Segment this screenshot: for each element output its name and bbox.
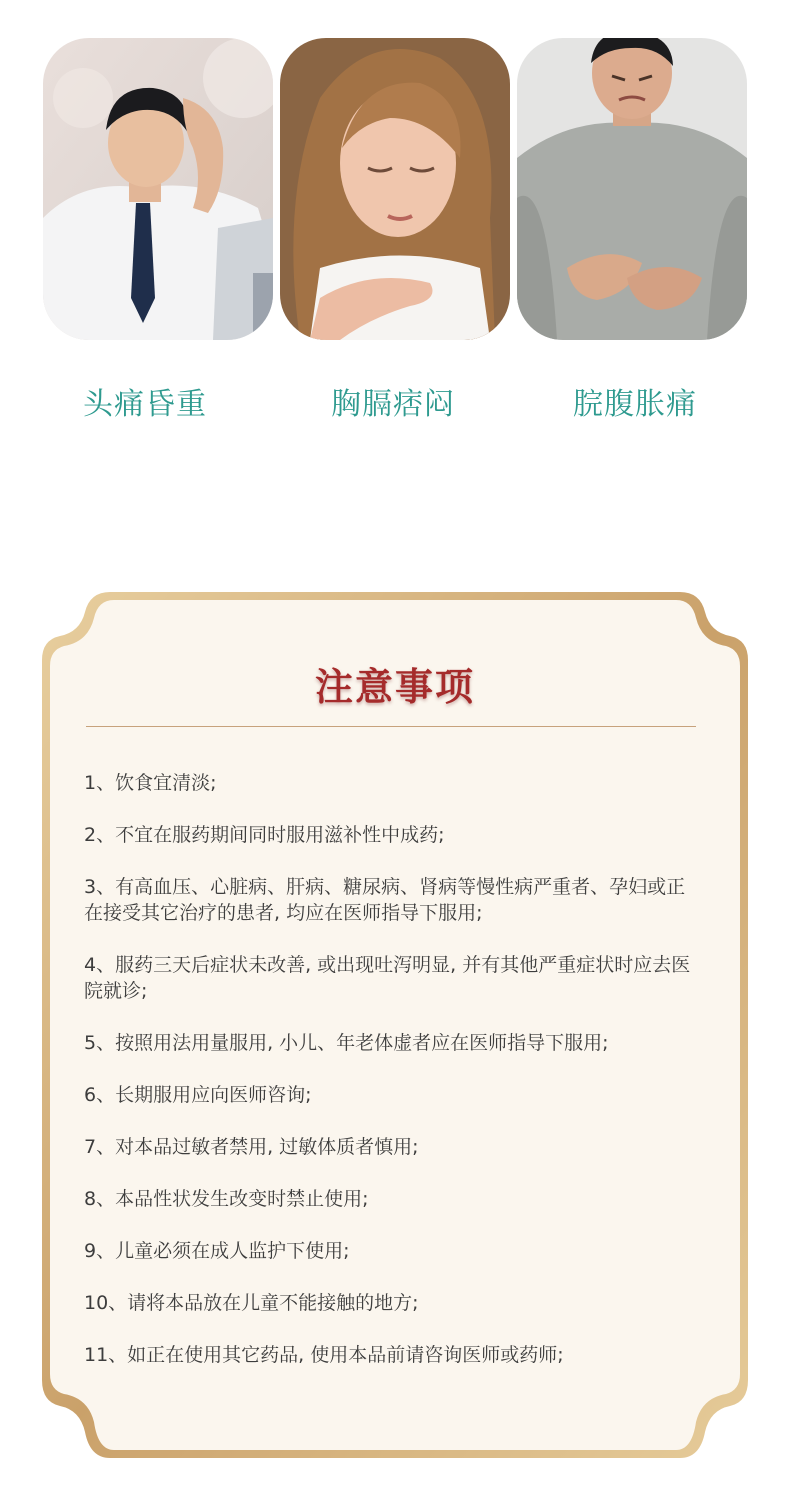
notice-item: 9、儿童必须在成人监护下使用; xyxy=(84,1240,350,1262)
symptom-label-chest: 胸膈痞闷 xyxy=(331,387,455,422)
symptom-photo-headache xyxy=(43,38,273,340)
notice-item: 4、服药三天后症状未改善, 或出现吐泻明显, 并有其他严重症状时应去医院就诊; xyxy=(84,954,691,1002)
notice-list xyxy=(84,770,704,1394)
notice-item: 8、本品性状发生改变时禁止使用; xyxy=(84,1188,369,1210)
symptom-photo-chest xyxy=(280,38,510,340)
symptom-gallery xyxy=(0,0,790,470)
notice-item: 2、不宜在服药期间同时服用滋补性中成药; xyxy=(84,824,445,846)
notice-card xyxy=(0,590,790,1470)
notice-item: 5、按照用法用量服用, 小儿、年老体虚者应在医师指导下服用; xyxy=(84,1032,609,1054)
notice-item: 1、饮食宜清淡; xyxy=(84,772,217,794)
notice-divider xyxy=(86,726,696,727)
symptom-label-headache: 头痛昏重 xyxy=(83,387,207,422)
notice-item: 3、有高血压、心脏病、肝病、糖尿病、肾病等慢性病严重者、孕妇或正在接受其它治疗的患者, 均应在医师指导下服用; xyxy=(84,876,686,924)
symptom-label-stomach: 脘腹胀痛 xyxy=(573,387,697,422)
notice-title: 注意事项 xyxy=(314,664,475,709)
notice-item: 6、长期服用应向医师咨询; xyxy=(84,1084,312,1106)
symptom-photo-stomach xyxy=(517,38,747,340)
notice-item: 10、请将本品放在儿童不能接触的地方; xyxy=(84,1292,419,1314)
notice-item: 11、如正在使用其它药品, 使用本品前请咨询医师或药师; xyxy=(84,1344,564,1366)
notice-item: 7、对本品过敏者禁用, 过敏体质者慎用; xyxy=(84,1136,419,1158)
